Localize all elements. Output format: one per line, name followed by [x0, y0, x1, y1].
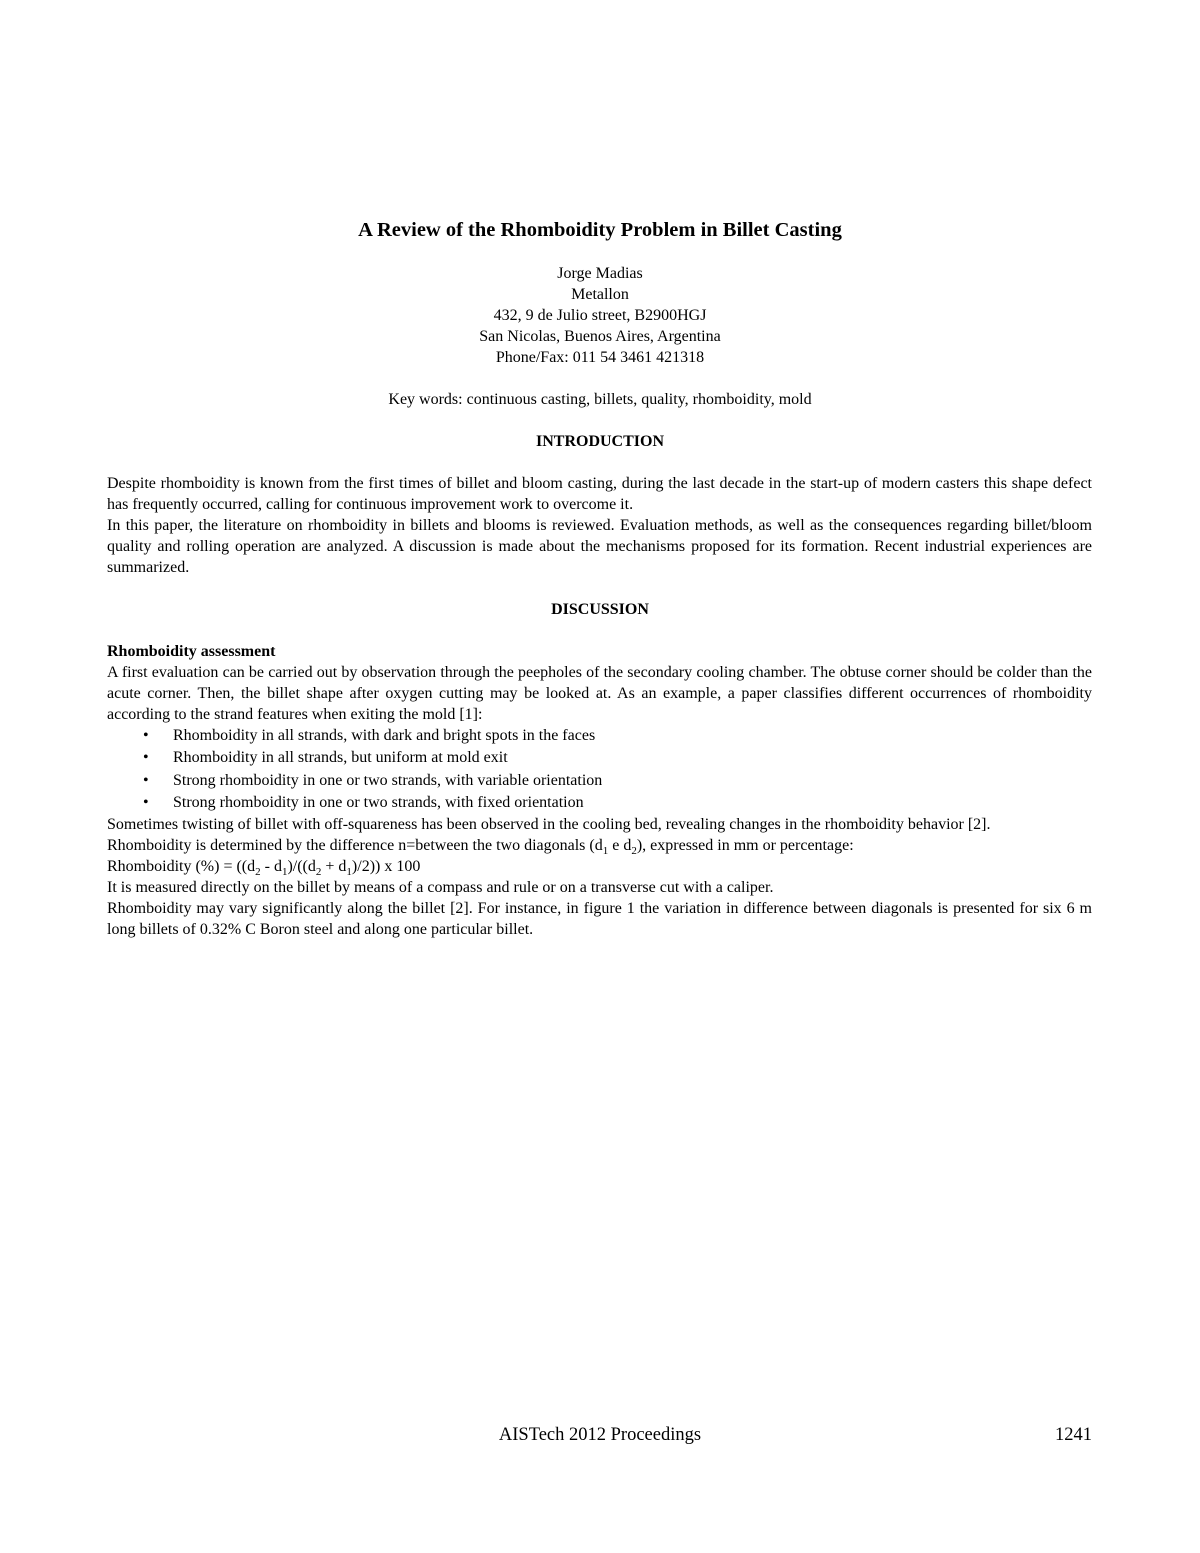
- discussion-paragraph-2: Sometimes twisting of billet with off-squareness has been observed in the cooling bed, revealing changes in the rhomboidity behavior [2].: [107, 816, 991, 834]
- bullet-glyph: •: [143, 727, 149, 744]
- discussion-heading: DISCUSSION: [551, 601, 649, 618]
- rhomboidity-assessment-subheading: Rhomboidity assessment: [107, 643, 276, 660]
- paper-title: A Review of the Rhomboidity Problem in Billet Casting: [358, 219, 842, 241]
- author-address-line-1: 432, 9 de Julio street, B2900HGJ: [493, 307, 707, 324]
- author-block: [0, 263, 1200, 368]
- author-phone: Phone/Fax: 011 54 3461 421318: [495, 349, 705, 366]
- bullet-glyph: •: [143, 771, 149, 789]
- footer-proceedings: AISTech 2012 Proceedings: [498, 1425, 702, 1445]
- introduction-paragraph-2: In this paper, the literature on rhomboidity in billets and blooms is reviewed. Evaluation methods, as well as the consequences regarding billet/bloom quality and rolling operation are analyzed. A discussion is made about the mechanisms proposed for its formation. Recent industrial experiences are summarized.: [107, 517, 1092, 576]
- introduction-body: [107, 473, 1092, 578]
- author-address-line-2: San Nicolas, Buenos Aires, Argentina: [479, 328, 721, 345]
- footer-page-number: 1241: [1055, 1425, 1092, 1445]
- rhomboidity-occurrence-list: [107, 725, 1092, 814]
- list-item: • Rhomboidity in all strands, with dark and bright spots in the faces: [107, 725, 1092, 747]
- rhomboidity-formula: Rhomboidity (%) = $((d_2 - d_1)/((d_2 + d_1)/2))$ x 100: [107, 858, 421, 879]
- author-name: Jorge Madias: [557, 265, 643, 282]
- author-affiliation: Metallon: [571, 286, 629, 303]
- discussion-paragraph-5: Rhomboidity may vary significantly along the billet [2]. For instance, in figure 1 the variation in difference between diagonals is presented for six 6 m long billets of 0.32% C Boron steel and along one particular billet.: [107, 900, 1092, 939]
- discussion-paragraph-4: It is measured directly on the billet by means of a compass and rule or on a transverse cut with a caliper.: [107, 879, 774, 897]
- list-item: • Strong rhomboidity in one or two strands, with variable orientation: [107, 770, 1092, 792]
- keywords: Key words: continuous casting, billets, quality, rhomboidity, mold: [388, 391, 812, 408]
- introduction-paragraph-1: Despite rhomboidity is known from the first times of billet and bloom casting, during the last decade in the start-up of modern casters this shape defect has frequently occurred, calling for continuous improvement work to overcome it.: [107, 475, 1092, 513]
- list-item: • Strong rhomboidity in one or two strands, with fixed orientation: [107, 792, 1092, 814]
- list-item: • Rhomboidity in all strands, but uniform at mold exit: [107, 747, 1092, 769]
- bullet-glyph: •: [143, 793, 149, 811]
- introduction-heading: INTRODUCTION: [535, 433, 664, 450]
- discussion-paragraph-3: Rhomboidity is determined by the difference n=between the two diagonals ($d_1$ e $d_2$), expressed in mm or percentage:: [107, 837, 854, 858]
- discussion-paragraph-1: A first evaluation can be carried out by observation through the peepholes of the secondary cooling chamber. The obtuse corner should be colder than the acute corner. Then, the billet shape after oxygen cutting may be looked at. As an example, a paper classifies different occurrences of rhomboidity according to the strand features when exiting the mold [1]:: [107, 664, 1092, 723]
- bullet-glyph: •: [143, 749, 149, 767]
- discussion-body: [107, 641, 1092, 940]
